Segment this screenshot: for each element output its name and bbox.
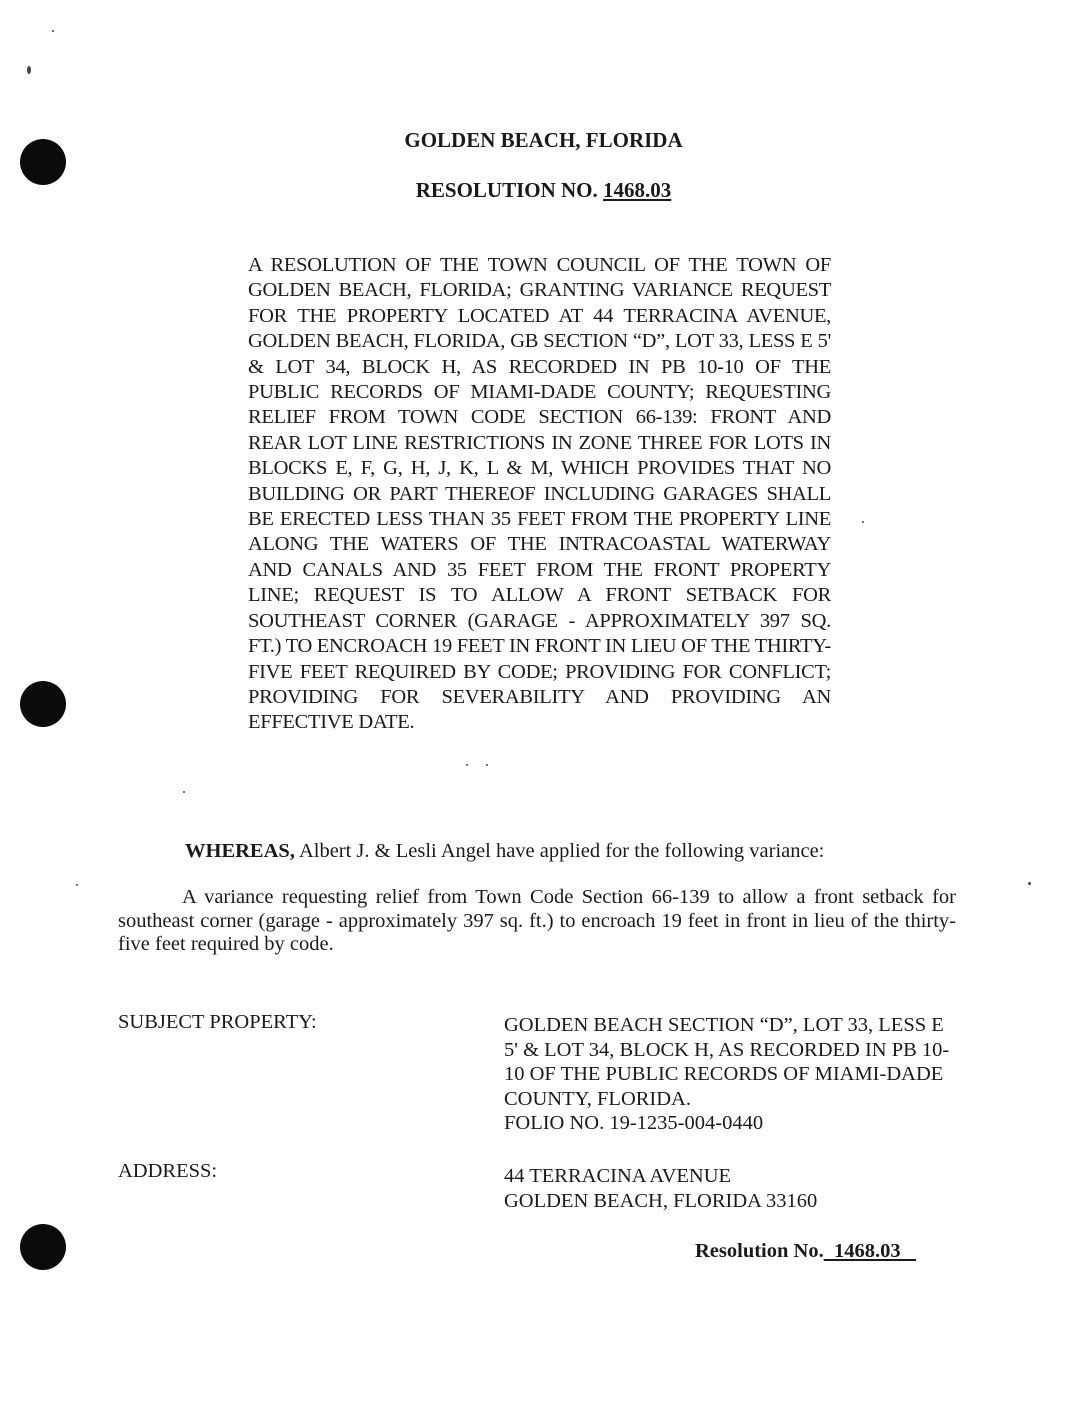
footer-number: 1468.03 xyxy=(833,1240,901,1262)
subject-property-value xyxy=(504,1013,974,1136)
subject-property-line: 10 OF THE PUBLIC RECORDS OF MIAMI-DADE xyxy=(504,1063,944,1085)
address-line: GOLDEN BEACH, FLORIDA 33160 xyxy=(504,1189,818,1212)
resolution-title-text: A RESOLUTION OF THE TOWN COUNCIL OF THE TOWN OF GOLDEN BEACH, FLORIDA; GRANTING VARIANCE REQUEST FOR THE PROPERTY LOCATED AT 44 TERRACINA AVENUE, GOLDEN BEACH, FLORIDA, GB SECTION “D”, LOT 33, LESS E 5' & LOT 34, BLOCK H, AS RECORDED IN PB 10-10 OF THE PUBLIC RECORDS OF MIAMI-DADE COUNTY; REQUESTING RELIEF FROM TOWN CODE SECTION 66-139: FRONT AND REAR LOT LINE RESTRICTIONS IN ZONE THREE FOR LOTS IN BLOCKS E, F, G, H, J, K, L & M, WHICH PROVIDES THAT NO BUILDING OR PART THEREOF INCLUDING GARAGES SHALL BE ERECTED LESS THAN 35 FEET FROM THE PROPERTY LINE ALONG THE WATERS OF THE INTRACOASTAL WATERWAY AND CANALS AND 35 FEET FROM THE FRONT PROPERTY LINE; REQUEST IS TO ALLOW A FRONT SETBACK FOR SOUTHEAST CORNER (GARAGE - APPROXIMATELY 397 SQ. FT.) TO ENCROACH 19 FEET IN FRONT IN LIEU OF THE THIRTY-FIVE FEET REQUIRED BY CODE; PROVIDING FOR CONFLICT; PROVIDING FOR SEVERABILITY AND PROVIDING AN EFFECTIVE DATE. xyxy=(248,254,831,734)
subject-property-label: SUBJECT PROPERTY: xyxy=(118,1011,317,1033)
scan-speck xyxy=(183,791,185,793)
footer-resolution xyxy=(695,1240,916,1263)
municipality-heading: GOLDEN BEACH, FLORIDA xyxy=(404,128,683,152)
subject-property-line: COUNTY, FLORIDA. xyxy=(504,1087,691,1110)
scan-speck xyxy=(486,764,488,766)
footer-label: Resolution No. xyxy=(695,1240,824,1262)
address-value xyxy=(504,1164,974,1213)
whereas-text: Albert J. & Lesli Angel have applied for the following variance: xyxy=(298,840,825,862)
resolution-label: RESOLUTION NO. xyxy=(415,178,598,202)
scan-speck xyxy=(1028,882,1031,885)
subject-property-line: 5' & LOT 34, BLOCK H, AS RECORDED IN PB 10- xyxy=(504,1038,950,1061)
scan-speck xyxy=(76,884,78,886)
scan-speck xyxy=(52,30,54,32)
scan-speck xyxy=(27,66,31,74)
punch-hole-bottom xyxy=(20,1224,66,1270)
variance-description: A variance requesting relief from Town Code Section 66-139 to allow a front setback for southeast corner (garage - approximately 397 sq. ft.) to encroach 19 feet in front in lieu of the thirty-five feet required by code. xyxy=(118,886,956,955)
folio-number: FOLIO NO. 19-1235-004-0440 xyxy=(504,1112,764,1134)
address-label: ADDRESS: xyxy=(118,1160,218,1182)
subject-property-line: GOLDEN BEACH SECTION “D”, LOT 33, LESS E xyxy=(504,1014,944,1036)
whereas-keyword: WHEREAS, xyxy=(185,840,295,862)
whereas-clause xyxy=(185,838,985,864)
punch-hole-middle xyxy=(20,681,66,727)
scan-speck xyxy=(862,521,864,523)
resolution-number: 1468.03 xyxy=(603,178,672,202)
address-line: 44 TERRACINA AVENUE xyxy=(504,1165,732,1187)
scan-speck xyxy=(466,764,468,766)
resolution-heading xyxy=(0,178,1087,203)
